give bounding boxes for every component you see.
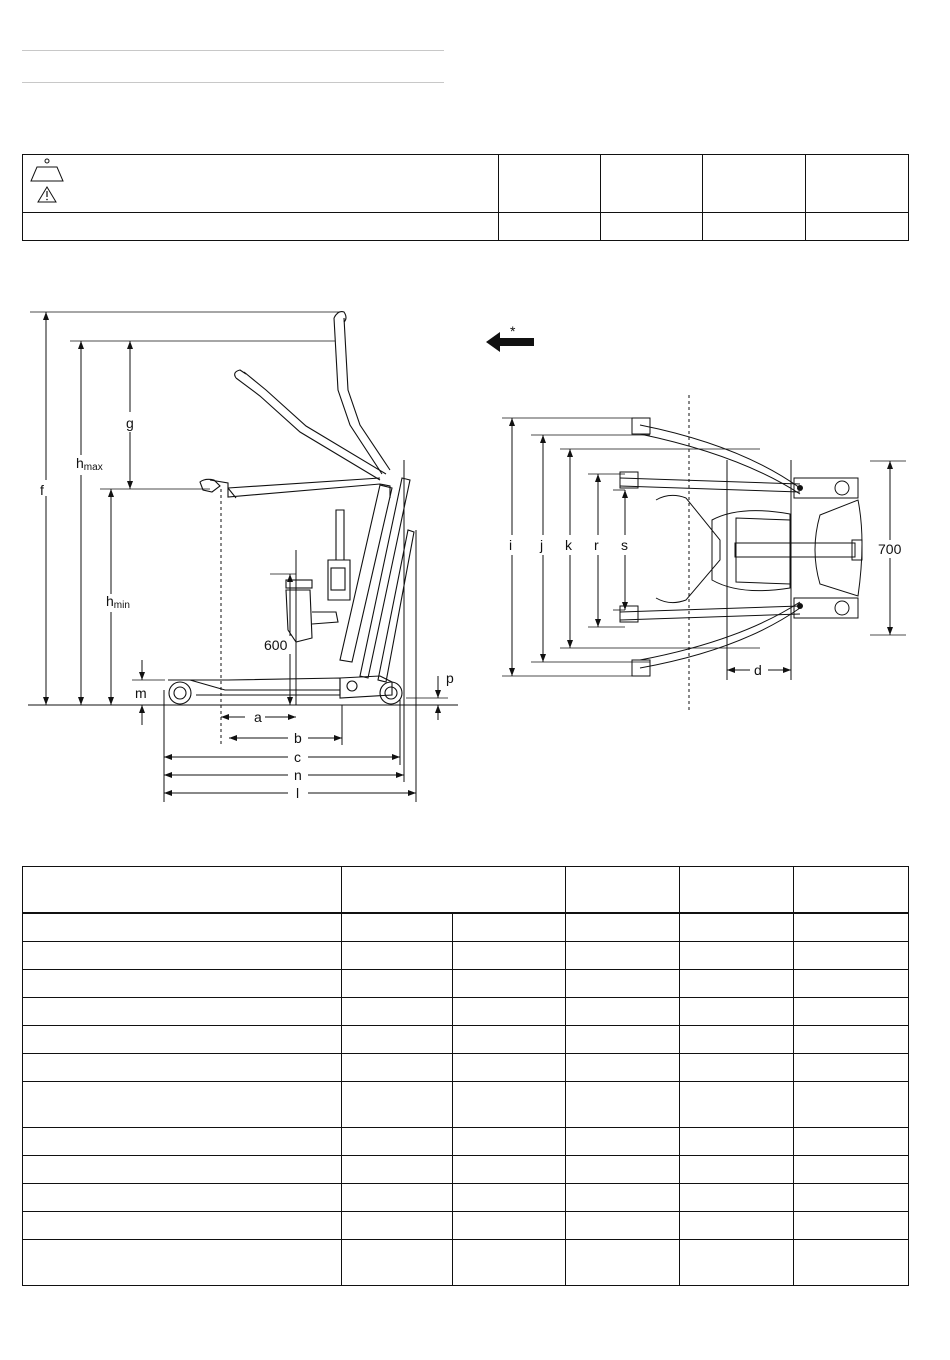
capacity-row-label <box>23 213 499 241</box>
label-c: c <box>294 749 301 765</box>
label-a: a <box>254 709 262 725</box>
label-hmin: hmin <box>106 593 130 611</box>
header-rule-2 <box>22 82 444 83</box>
dimension-table <box>22 866 909 1286</box>
lift-top-view <box>502 395 906 712</box>
label-d: d <box>754 662 762 678</box>
weight-warning-icon <box>23 155 67 207</box>
capacity-col-1 <box>499 155 601 213</box>
label-i: i <box>509 537 513 553</box>
label-s: s <box>621 537 628 553</box>
table-row <box>23 1026 909 1054</box>
capacity-value-2 <box>601 213 703 241</box>
lift-side-view <box>168 312 414 704</box>
capacity-col-3 <box>703 155 806 213</box>
table-row <box>23 970 909 998</box>
table-row <box>23 913 909 942</box>
label-600: 600 <box>264 637 288 653</box>
capacity-col-2 <box>601 155 703 213</box>
table-row <box>23 1156 909 1184</box>
dimension-header-col-3 <box>566 867 680 914</box>
table-row <box>23 942 909 970</box>
header-rule-1 <box>22 50 444 51</box>
capacity-col-4 <box>806 155 909 213</box>
label-f: f <box>40 482 44 498</box>
label-l: l <box>296 785 300 801</box>
label-hmax: hmax <box>76 455 103 473</box>
dimension-header-col-5 <box>794 867 909 914</box>
dimension-header-col-4 <box>680 867 794 914</box>
label-n: n <box>294 767 302 783</box>
table-row <box>23 1128 909 1156</box>
table-row <box>23 1240 909 1286</box>
label-j: j <box>540 537 544 553</box>
label-b: b <box>294 730 302 746</box>
label-k: k <box>565 537 572 553</box>
capacity-value-1 <box>499 213 601 241</box>
label-m: m <box>135 685 147 701</box>
label-700: 700 <box>878 541 902 557</box>
dimension-header-label <box>23 867 342 914</box>
table-row <box>23 1212 909 1240</box>
table-row <box>23 998 909 1026</box>
dimension-diagram <box>0 290 950 810</box>
capacity-value-4 <box>806 213 909 241</box>
table-row <box>23 1184 909 1212</box>
capacity-header-cell <box>23 155 499 213</box>
table-row <box>23 1082 909 1128</box>
capacity-value-3 <box>703 213 806 241</box>
label-r: r <box>594 537 599 553</box>
label-g: g <box>126 415 134 431</box>
label-p: p <box>446 670 454 686</box>
table-row <box>23 1054 909 1082</box>
label-direction-marker: * <box>510 323 516 339</box>
capacity-table <box>22 154 909 241</box>
dimension-header-group <box>342 867 566 914</box>
